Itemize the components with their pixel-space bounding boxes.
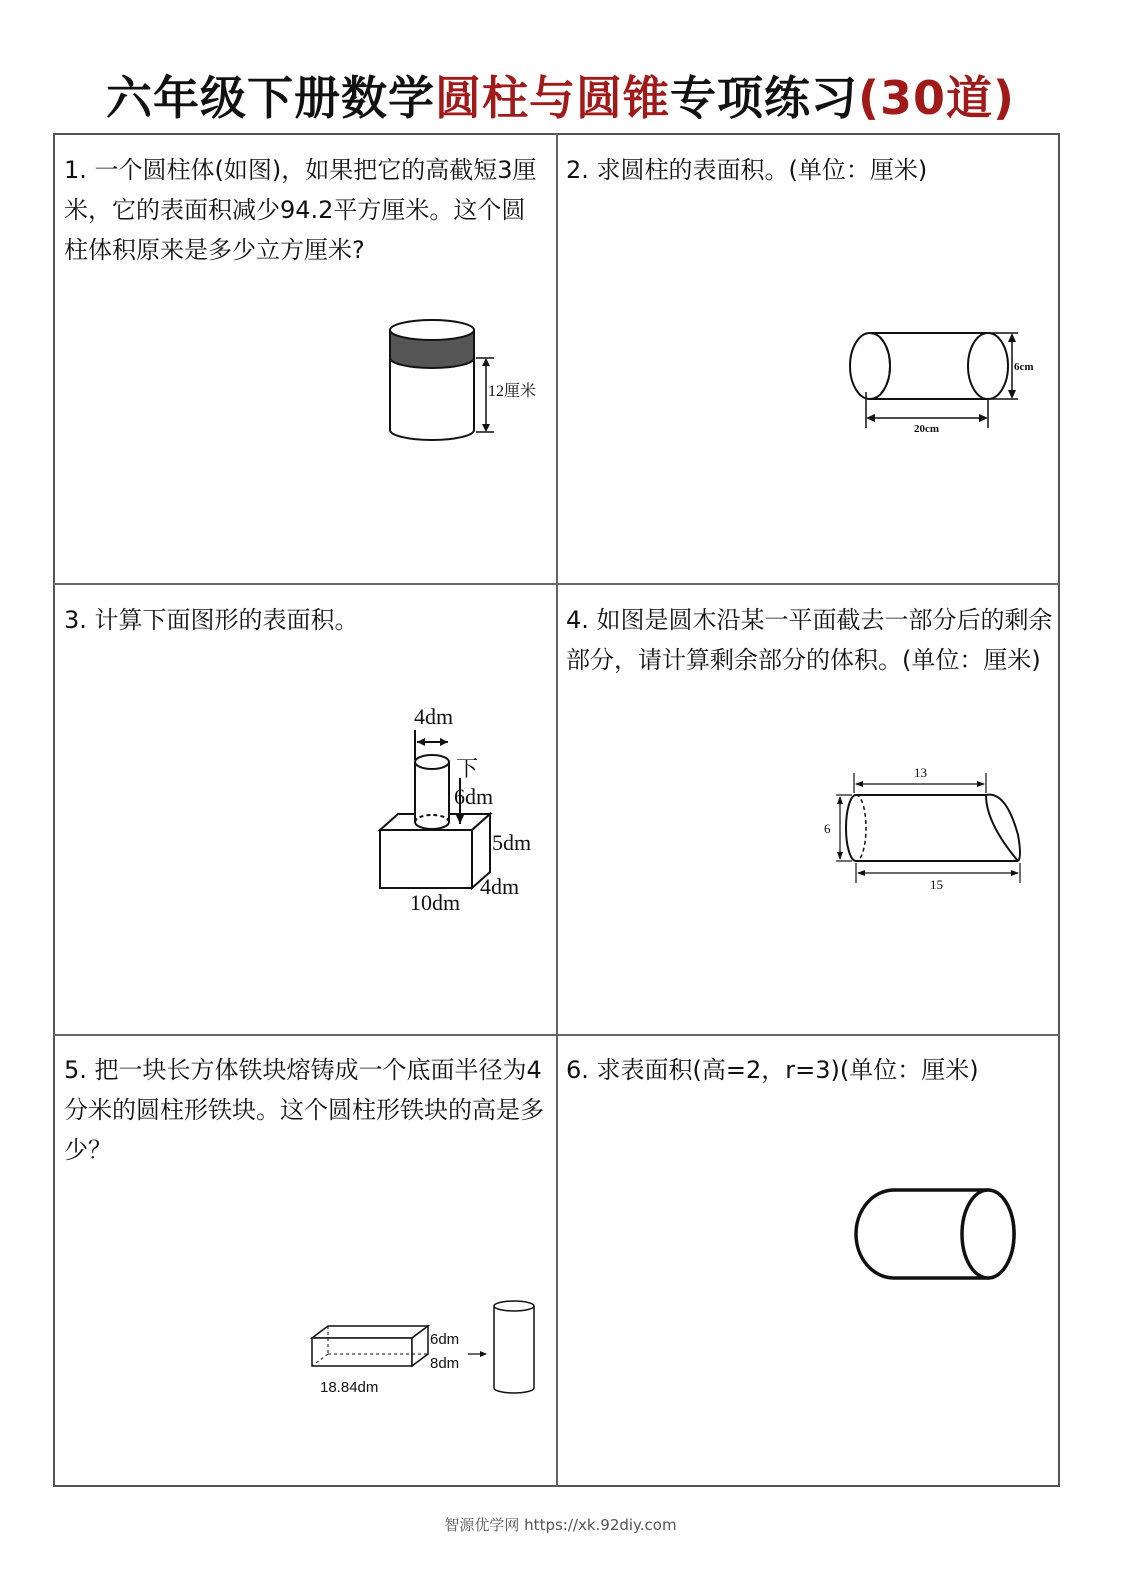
q3-label-diameter: 4dm [414,704,454,729]
q5-label-length: 18.84dm [320,1379,379,1396]
q5-label-width: 8dm [430,1355,460,1372]
q2-label-diameter: 6cm [1014,361,1034,373]
q3-label-box-width: 4dm [480,874,520,899]
question-3-text: 3. 计算下面图形的表面积。 [64,606,359,634]
question-2-figure [842,322,1042,442]
question-4-text: 4. 如图是圆木沿某一平面截去一部分后的剩余部分，请计算剩余部分的体积。(单位：厘米) [566,606,1053,674]
q3-label-box-length: 10dm [410,890,461,915]
question-1-text: 1. 一个圆柱体(如图)，如果把它的高截短3厘米，它的表面积减少94.2平方厘米。这个圆柱体积原来是多少立方厘米? [64,156,537,264]
grid-divider-row-2 [53,1034,1060,1036]
question-4-figure [818,763,1033,893]
q2-label-length: 20cm [914,423,940,435]
question-6-text: 6. 求表面积(高=2，r=3)(单位：厘米) [566,1056,979,1084]
q3-label-depth: 6dm [454,784,494,809]
question-5-figure [300,1296,540,1406]
q4-label-diameter: 6 [824,821,831,836]
footer-watermark: 智源优学网 https://xk.92diy.com [444,1516,677,1534]
q3-label-box-height: 5dm [492,830,532,855]
question-5-text: 5. 把一块长方体铁块熔铸成一个底面半径为4分米的圆柱形铁块。这个圆柱形铁块的高是多少？ [64,1056,544,1164]
title-part-1: 六年级下册数学 [105,71,435,125]
title-part-2: 圆柱与圆锥 [434,71,670,125]
q4-label-top-length: 13 [914,765,927,780]
title-part-3: 专项练习 [669,71,858,125]
question-6-figure [848,1182,1028,1292]
grid-divider-row-1 [53,583,1060,585]
page-title [0,62,1121,128]
question-2-text: 2. 求圆柱的表面积。(单位：厘米) [566,156,928,184]
q3-label-down: 下 [456,756,479,781]
question-3-figure [370,700,550,920]
question-1-figure [370,312,560,452]
q1-label-height: 12厘米 [488,383,537,400]
q4-label-bottom-length: 15 [930,877,943,892]
title-part-4: (30道) [857,71,1016,125]
q5-label-height: 6dm [430,1331,460,1348]
